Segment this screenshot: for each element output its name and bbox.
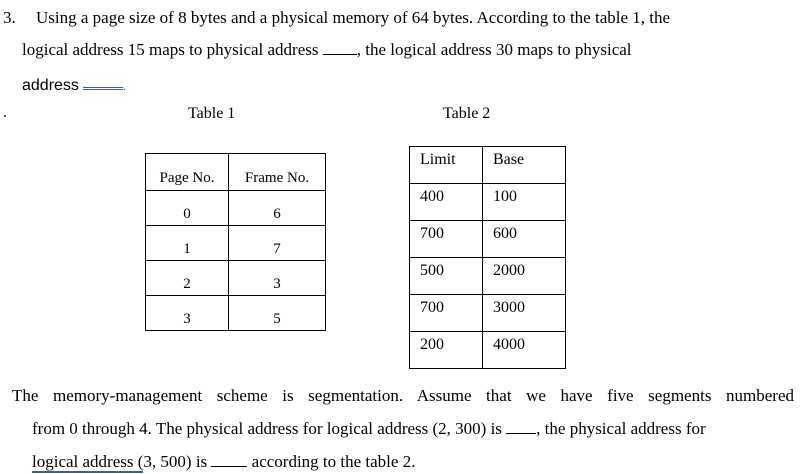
table-1-header-page: Page No.	[146, 154, 229, 191]
table-2-cell: 200	[410, 332, 483, 369]
table-row	[146, 226, 326, 261]
table-2-caption: Table 2	[443, 105, 491, 122]
table-1-cell: 3	[146, 296, 229, 331]
table-1-cell: 2	[146, 261, 229, 296]
table-row	[410, 332, 566, 369]
question-line-3-text: address	[22, 77, 79, 94]
segmentation-line-2-end: , the physical address for	[536, 419, 706, 438]
answer-blank-4	[211, 452, 247, 467]
table-2-header-base: Base	[483, 147, 566, 184]
table-row	[146, 296, 326, 331]
question-line-2	[22, 40, 632, 60]
segmentation-line-2-start: from 0 through 4. The physical address for logical address (2, 300) is	[32, 419, 502, 438]
segmentation-line-3-start: logical address (	[32, 452, 144, 471]
table-2-cell: 600	[483, 221, 566, 258]
question-line-3-end: .	[123, 82, 127, 93]
question-line-1: Using a page size of 8 bytes and a physical memory of 64 bytes. According to the table 1, the	[36, 8, 671, 27]
table-row	[410, 184, 566, 221]
table-1-header-frame: Frame No.	[229, 154, 326, 191]
question-number: 3.	[3, 8, 16, 27]
table-1-header-row	[146, 154, 326, 191]
answer-blank-2	[83, 73, 123, 90]
segmentation-line-1: The memory-management scheme is segmentation. Assume that we have five segments numbered	[12, 386, 794, 405]
answer-blank-1	[323, 40, 357, 55]
table-1-cell: 6	[229, 191, 326, 226]
segmentation-line-3	[32, 452, 415, 472]
table-row	[146, 191, 326, 226]
table-2-cell: 400	[410, 184, 483, 221]
stray-dot: .	[3, 104, 7, 121]
segmentation-line-2	[32, 419, 706, 439]
table-2-cell: 100	[483, 184, 566, 221]
table-2-cell: 4000	[483, 332, 566, 369]
table-row	[410, 258, 566, 295]
segmentation-line-3-mid: 3, 500) is	[143, 452, 208, 471]
table-row	[410, 221, 566, 258]
question-line-2-start: logical address 15 maps to physical address	[22, 40, 319, 59]
segmentation-line-3-end: according to the table 2.	[251, 452, 416, 471]
table-1-cell: 0	[146, 191, 229, 226]
table-row	[410, 295, 566, 332]
table-2-header-limit: Limit	[410, 147, 483, 184]
answer-blank-3	[506, 419, 536, 434]
table-1-caption: Table 1	[188, 105, 236, 122]
table-2-header-row	[410, 147, 566, 184]
question-line-3	[22, 73, 126, 95]
table-1-cell: 3	[229, 261, 326, 296]
table-1-cell: 5	[229, 296, 326, 331]
question-line-2-end: , the logical address 30 maps to physical	[356, 40, 632, 59]
table-1	[145, 153, 326, 331]
table-row	[146, 261, 326, 296]
table-2-cell: 3000	[483, 295, 566, 332]
table-1-cell: 7	[229, 226, 326, 261]
table-2-cell: 700	[410, 295, 483, 332]
table-2	[409, 146, 566, 369]
table-2-cell: 2000	[483, 258, 566, 295]
table-2-cell: 500	[410, 258, 483, 295]
table-1-cell: 1	[146, 226, 229, 261]
table-2-cell: 700	[410, 221, 483, 258]
